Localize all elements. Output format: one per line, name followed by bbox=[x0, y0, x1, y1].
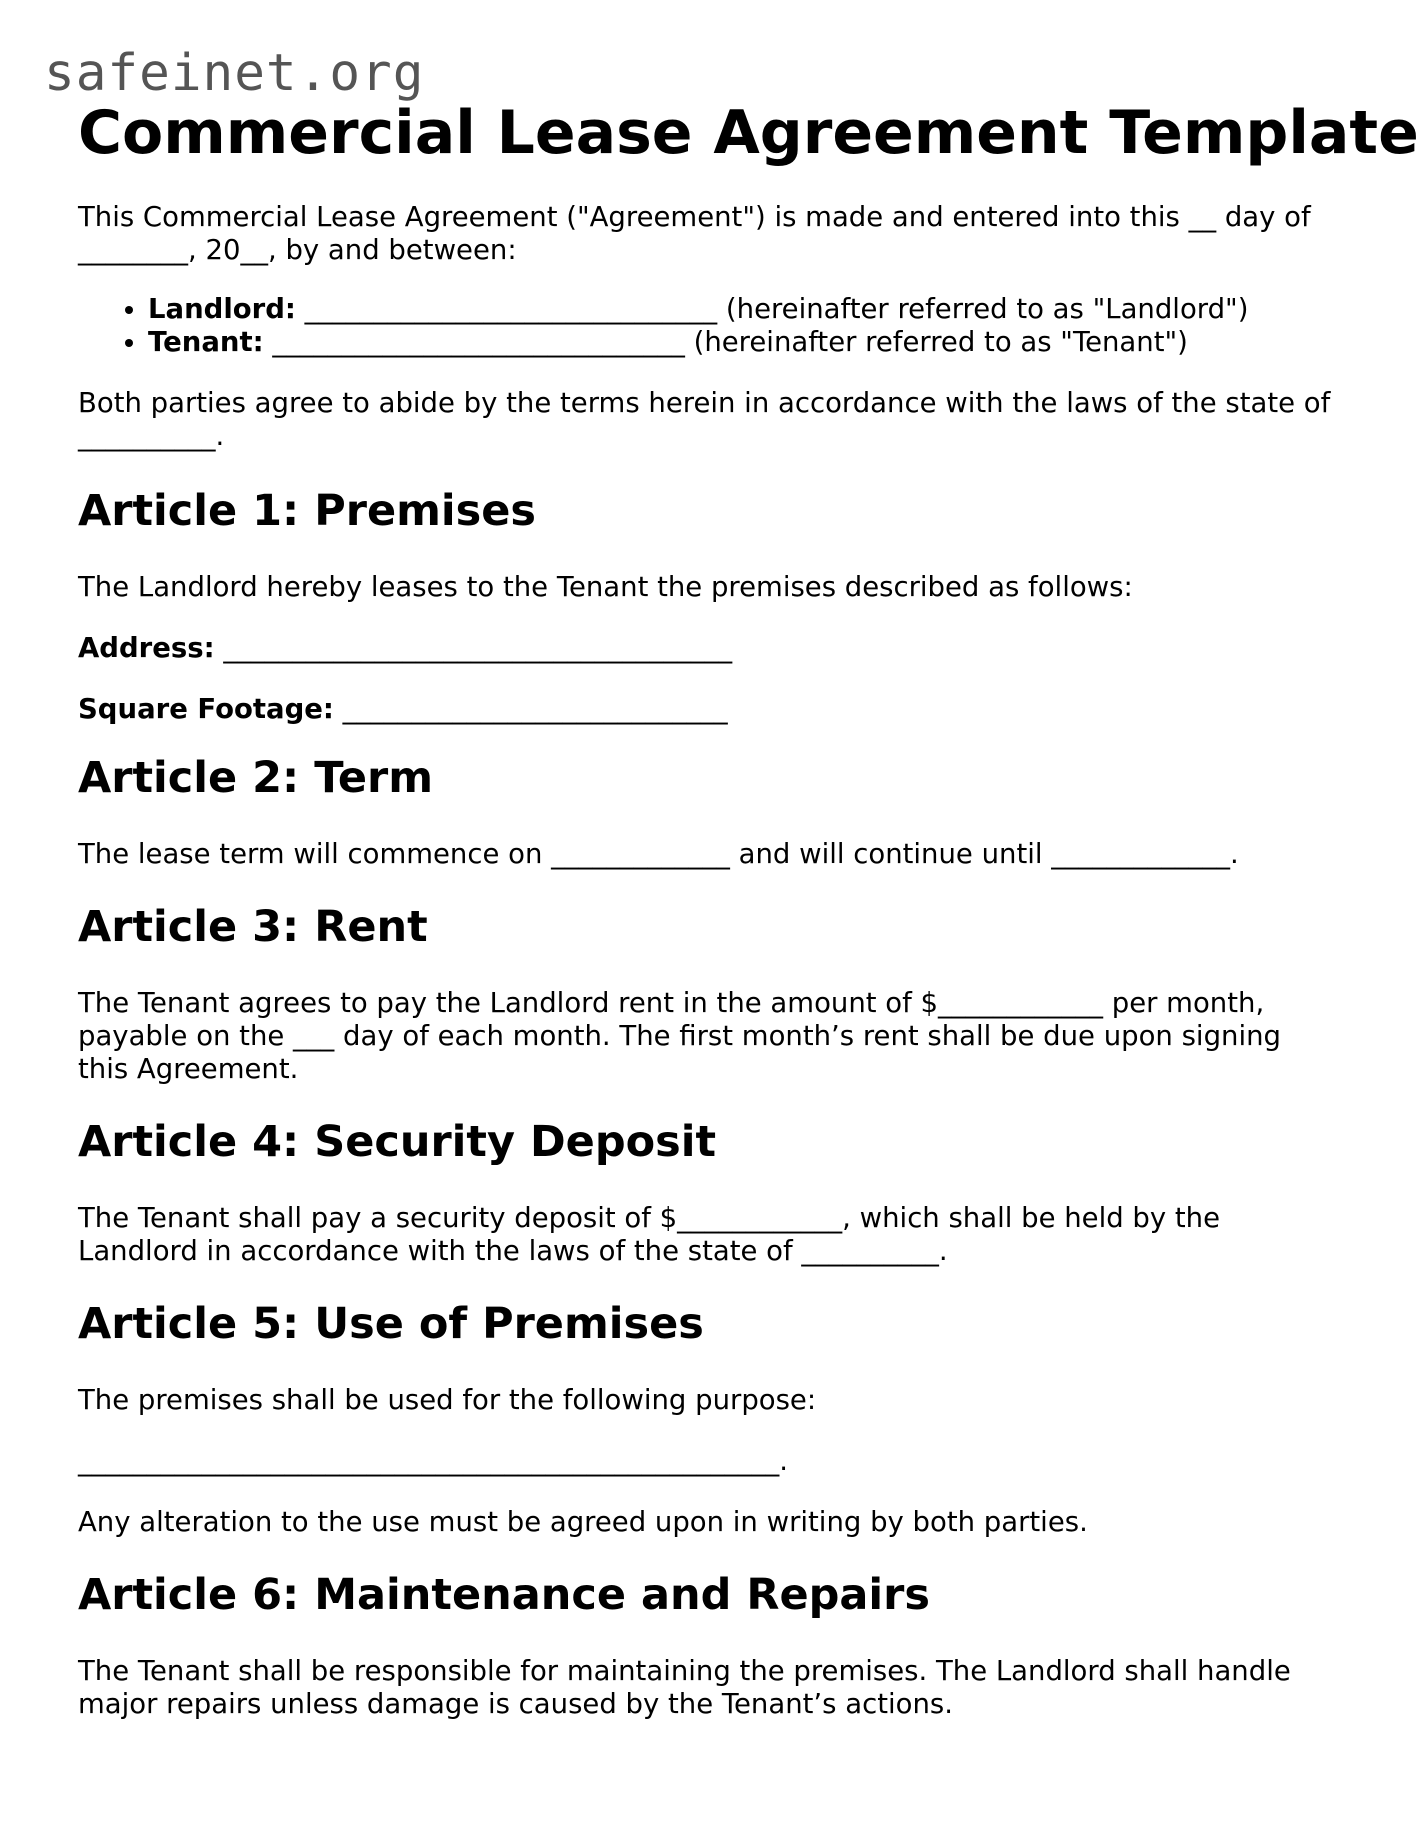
article-6-text: The Tenant shall be responsible for maintaining the premises. The Landlord shall handle major repairs unless damage is caused by the Tenant’s actions. bbox=[78, 1655, 1291, 1720]
watermark: safeinet.org bbox=[44, 44, 425, 103]
article-3-text: The Tenant agrees to pay the Landlord rent in the amount of $____________ per month, payable on the ___ day of each month. The first month’s rent shall be due upon signing this Agreement. bbox=[78, 987, 1281, 1085]
address-field bbox=[78, 632, 1338, 665]
party-landlord-text: ______________________________ (hereinafter referred to as "Landlord") bbox=[295, 293, 1249, 325]
article-1-heading: Article 1: Premises bbox=[78, 486, 537, 536]
intro-paragraph: This Commercial Lease Agreement ("Agreement") is made and entered into this __ day of ________, 20__, by and between: bbox=[78, 201, 1311, 266]
parties-note: Both parties agree to abide by the terms herein in accordance with the laws of the state of __________. bbox=[78, 387, 1331, 452]
square-footage-blank: ____________________________ bbox=[333, 693, 728, 725]
address-label: Address: bbox=[78, 632, 215, 664]
party-landlord-label: Landlord: bbox=[148, 293, 296, 325]
article-6-heading: Article 6: Maintenance and Repairs bbox=[78, 1570, 930, 1620]
purpose-blank: ___________________________________________________. bbox=[78, 1445, 788, 1477]
article-2-text: The lease term will commence on _____________ and will continue until _____________. bbox=[78, 838, 1239, 870]
document-title: Commercial Lease Agreement Template bbox=[78, 98, 1419, 168]
square-footage-label: Square Footage: bbox=[78, 693, 334, 725]
parties-list bbox=[78, 293, 1338, 359]
article-4-heading: Article 4: Security Deposit bbox=[78, 1117, 717, 1167]
square-footage-field bbox=[78, 693, 1338, 726]
article-5-text: The premises shall be used for the following purpose: bbox=[78, 1384, 817, 1416]
party-landlord bbox=[148, 293, 1338, 326]
article-2-heading: Article 2: Term bbox=[78, 753, 434, 803]
article-5-note: Any alteration to the use must be agreed upon in writing by both parties. bbox=[78, 1506, 1088, 1538]
article-5-heading: Article 5: Use of Premises bbox=[78, 1299, 704, 1349]
address-blank: _____________________________________ bbox=[214, 632, 733, 664]
article-4-text: The Tenant shall pay a security deposit of $____________, which shall be held by the Landlord in accordance with the laws of the state of __________. bbox=[78, 1202, 1221, 1267]
party-tenant-label: Tenant: bbox=[148, 326, 264, 358]
party-tenant-text: ______________________________ (hereinafter referred to as "Tenant") bbox=[263, 326, 1188, 358]
party-tenant bbox=[148, 326, 1338, 359]
document-page bbox=[78, 95, 1419, 1721]
article-1-text: The Landlord hereby leases to the Tenant the premises described as follows: bbox=[78, 571, 1133, 603]
article-3-heading: Article 3: Rent bbox=[78, 902, 428, 952]
